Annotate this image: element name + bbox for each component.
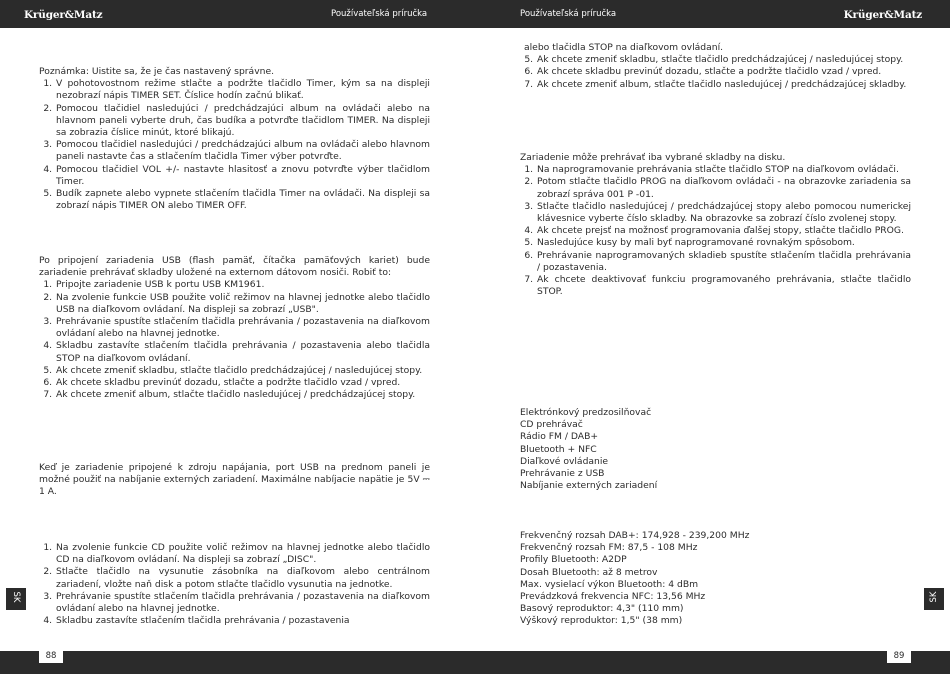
spec-item: Výškový reproduktor: 1,5" (38 mm): [520, 615, 683, 627]
timer-steps: [39, 78, 430, 212]
cd-continued-steps: [520, 54, 911, 91]
list-item: 4. Pomocou tlačidiel VOL +/- nastavte hlasitosť a znovu potvrďte výber tlačidlom Timer.: [55, 164, 430, 188]
program-steps: [520, 164, 911, 298]
program-intro: Zariadenie môže prehrávať iba vybrané skladby na disku.: [520, 152, 786, 163]
feature-item: CD prehrávač: [520, 419, 583, 431]
page-number-left: 88: [39, 650, 63, 663]
program-section: [520, 152, 911, 298]
list-item: 1. Na zvolenie funkcie CD použite volič režimov na hlavnej jednotke alebo tlačidlo CD na diaľkovom ovládaní. Na displeji sa zobrazí „DISC".: [55, 542, 430, 566]
list-item: 3. Prehrávanie spustíte stlačením tlačidla prehrávania / pozastavenia na diaľkovom ovládaní alebo na hlavnej jednotke.: [55, 591, 430, 615]
spec-item: Profily Bluetooth: A2DP: [520, 554, 627, 566]
page-number-right: 89: [887, 650, 911, 663]
spec-item: Frekvenčný rozsah DAB+: 174,928 - 239,200 MHz: [520, 530, 750, 541]
list-item: 6. Ak chcete skladbu previnúť dozadu, stlačte a podržte tlačidlo vzad / vpred.: [55, 377, 430, 389]
specs-list: [520, 530, 911, 628]
feature-item: Nabíjanie externých zariadení: [520, 480, 658, 492]
cd-continued-section: [520, 42, 911, 91]
list-item: 6. Prehrávanie naprogramovaných skladieb spustíte stlačením tlačidla prehrávania / pozastavenia.: [536, 250, 911, 274]
spec-item: Frekvenčný rozsah FM: 87,5 - 108 MHz: [520, 542, 698, 554]
list-item: 7. Ak chcete zmeniť album, stlačte tlačidlo nasledujúcej / predchádzajúcej stopy.: [55, 389, 430, 401]
feature-item: Rádio FM / DAB+: [520, 431, 599, 443]
cd-continued-line: alebo tlačidla STOP na diaľkovom ovládaní.: [524, 42, 724, 53]
list-item: 6. Ak chcete skladbu previnúť dozadu, stlačte a podržte tlačidlo vzad / vpred.: [536, 66, 911, 78]
spec-item: Basový reproduktor: 4,3" (110 mm): [520, 603, 684, 615]
list-item: 4. Ak chcete prejsť na možnosť programovania ďalšej stopy, stlačte tlačidlo PROG.: [536, 225, 911, 237]
charging-section: [39, 462, 430, 499]
list-item: 7. Ak chcete zmeniť album, stlačte tlačidlo nasledujúcej / predchádzajúcej skladby.: [536, 79, 911, 91]
list-item: 4. Skladbu zastavíte stlačením tlačidla prehrávania / pozastavenia: [55, 615, 430, 627]
usb-steps: [39, 279, 430, 401]
list-item: 3. Stlačte tlačidlo nasledujúcej / predchádzajúcej stopy alebo pomocou numerickej klávesnice vyberte číslo skladby. Na obrazovke sa zobrazí číslo zvolenej stopy.: [536, 201, 911, 225]
list-item: 2. Potom stlačte tlačidlo PROG na diaľkovom ovládači - na obrazovke zariadenia sa zobrazí správa 001 P -01.: [536, 176, 911, 200]
timer-section: [39, 66, 430, 212]
brand-logo-right: Krüger&Matz: [843, 9, 922, 21]
feature-item: Elektrónkový predzosilňovač: [520, 407, 652, 418]
usb-section: [39, 255, 430, 401]
list-item: 2. Pomocou tlačidiel nasledujúci / predchádzajúci album na ovládači alebo na hlavnom paneli vyberte druh, čas budíka a potvrďte tlačidlom TIMER. Na displeji sa zobrazia číslice minút, ktoré blikajú.: [55, 103, 430, 140]
cd-section: [39, 542, 430, 627]
feature-item: Prehrávanie z USB: [520, 468, 605, 480]
feature-item: Diaľkové ovládanie: [520, 455, 609, 467]
list-item: 2. Stlačte tlačidlo na vysunutie zásobníka na diaľkovom alebo centrálnom zariadení, vložte naň disk a potom stlačte tlačidlo vysunutia na jednotke.: [55, 566, 430, 590]
list-item: 1. Pripojte zariadenie USB k portu USB KM1961.: [55, 279, 430, 291]
features-list: [520, 407, 911, 492]
spec-item: Max. vysielací výkon Bluetooth: 4 dBm: [520, 578, 699, 590]
list-item: 1. V pohotovostnom režime stlačte a podržte tlačidlo Timer, kým sa na displeji nezobrazí nápis TIMER SET. Číslice hodín začnú blikať.: [55, 78, 430, 102]
spec-item: Prevádzková frekvencia NFC: 13,56 MHz: [520, 591, 706, 603]
list-item: 5. Ak chcete zmeniť skladbu, stlačte tlačidlo predchádzajúcej / nasledujúcej stopy.: [536, 54, 911, 66]
list-item: 3. Pomocou tlačidiel nasledujúci / predchádzajúci album na ovládači alebo hlavnom paneli nastavte čas a stlačením tlačidla Timer výber potvrďte.: [55, 139, 430, 163]
list-item: 5. Nasledujúce kusy by mali byť naprogramované rovnakým spôsobom.: [536, 237, 911, 249]
feature-item: Bluetooth + NFC: [520, 443, 597, 455]
list-item: 2. Na zvolenie funkcie USB použite volič režimov na hlavnej jednotke alebo tlačidlo USB na diaľkovom ovládaní. Na displeji sa zobrazí „USB".: [55, 292, 430, 316]
list-item: 3. Prehrávanie spustíte stlačením tlačidla prehrávania / pozastavenia na diaľkovom ovládaní alebo na hlavnej jednotke.: [55, 316, 430, 340]
list-item: 5. Ak chcete zmeniť skladbu, stlačte tlačidlo predchádzajúcej / nasledujúcej stopy.: [55, 365, 430, 377]
list-item: 7. Ak chcete deaktivovať funkciu programovaného prehrávania, stlačte tlačidlo STOP.: [536, 274, 911, 298]
language-tab-left: SK: [6, 588, 26, 610]
cd-steps: [39, 542, 430, 627]
usb-intro: Po pripojení zariadenia USB (flash pamäť, čítačka pamäťových kariet) bude zariadenie prehrávať skladby uložené na externom dátovom nosiči. Robiť to:: [39, 255, 430, 279]
specs-section: [520, 530, 911, 628]
timer-note: Poznámka: Uistite sa, že je čas nastavený správne.: [39, 66, 275, 77]
list-item: 1. Na naprogramovanie prehrávania stlačte tlačidlo STOP na diaľkovom ovládači.: [536, 164, 911, 176]
header-title-left: Používateľská príručka: [331, 9, 428, 19]
header-title-right: Používateľská príručka: [520, 9, 617, 19]
spec-item: Dosah Bluetooth: až 8 metrov: [520, 566, 658, 578]
features-section: [520, 407, 911, 492]
charging-text: Keď je zariadenie pripojené k zdroju napájania, port USB na prednom paneli je možné použiť na nabíjanie externých zariadení. Maximálne nabíjacie napätie je 5V ⎓ 1 A.: [39, 462, 430, 498]
list-item: 5. Budík zapnete alebo vypnete stlačením tlačidla Timer na ovládači. Na displeji sa zobrazí nápis TIMER ON alebo TIMER OFF.: [55, 188, 430, 212]
footer-bar: [0, 651, 950, 674]
header-bar: [0, 0, 950, 28]
brand-logo-left: Krüger&Matz: [24, 9, 103, 21]
language-tab-right: SK: [924, 588, 944, 610]
list-item: 4. Skladbu zastavíte stlačením tlačidla prehrávania / pozastavenia alebo tlačidla STOP na diaľkovom ovládaní.: [55, 340, 430, 364]
